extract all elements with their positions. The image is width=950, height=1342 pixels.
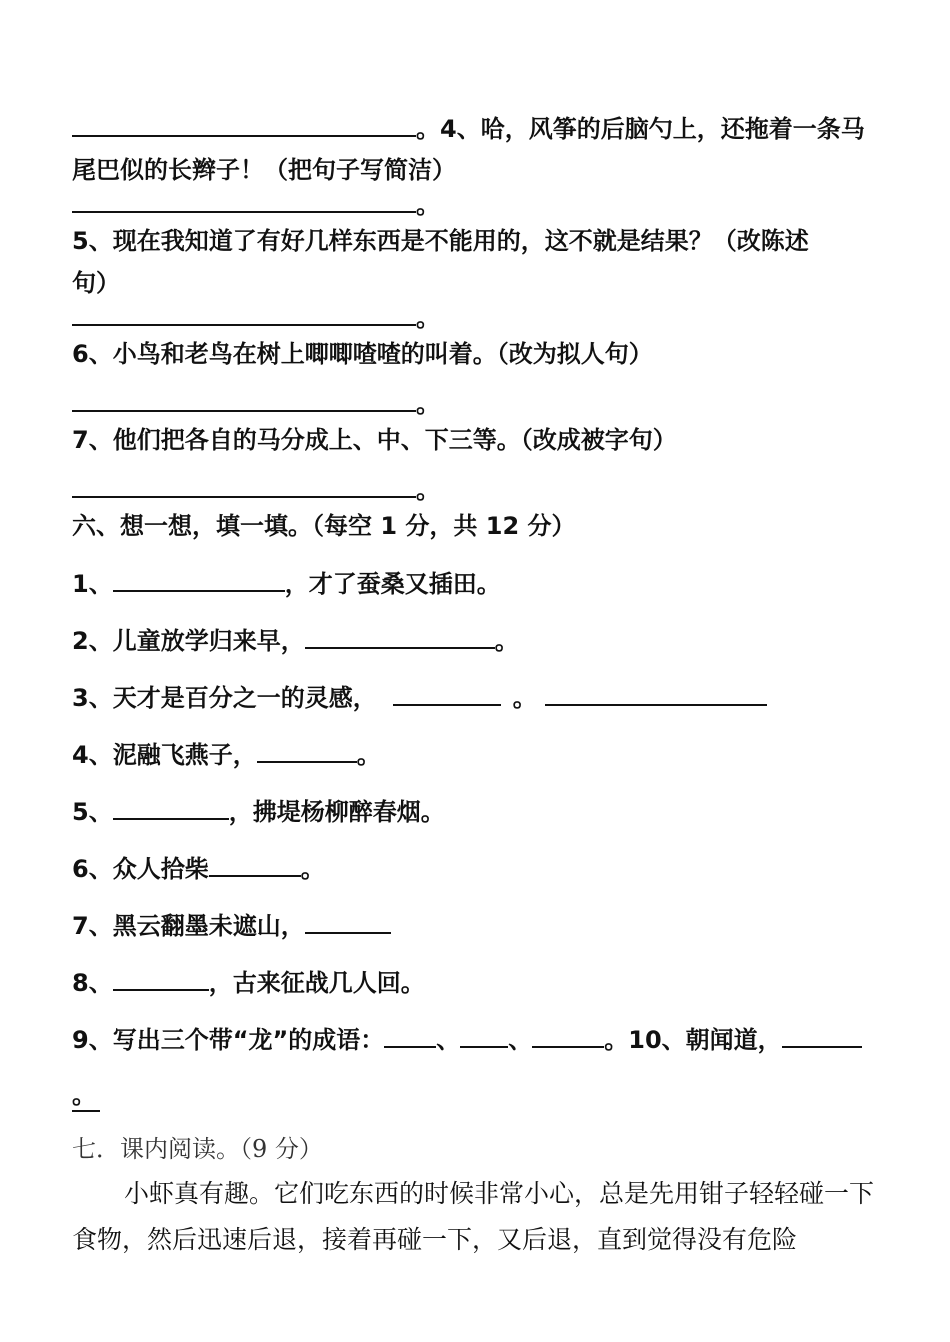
answer-blank[interactable] xyxy=(72,189,416,213)
answer-blank[interactable] xyxy=(545,682,767,706)
reading-passage: 小虾真有趣。它们吃东西的时候非常小心，总是先用钳子轻轻碰一下食物，然后迅速后退，接着再碰一下，又后退，直到觉得没有危险 xyxy=(72,1179,875,1254)
q4-answer-line: 。 xyxy=(72,189,440,220)
fill-item-1: 1、 ，才了蚕桑又插田。 xyxy=(72,570,501,598)
fill-item-6: 6、众人拾柴 。 xyxy=(72,855,325,883)
answer-blank[interactable] xyxy=(72,113,416,137)
q5-continuation: 句） xyxy=(72,269,120,297)
answer-blank[interactable] xyxy=(72,474,416,498)
fill-item-2: 2、儿童放学归来早， 。 xyxy=(72,627,519,655)
q6-answer-line: 。 xyxy=(72,388,440,419)
answer-blank[interactable] xyxy=(305,625,495,649)
fill-item-9: 9、写出三个带“龙”的成语： 、 、 。10、朝闻道， xyxy=(72,1024,862,1055)
answer-blank[interactable] xyxy=(384,1024,436,1048)
answer-blank[interactable] xyxy=(460,1024,508,1048)
answer-blank[interactable] xyxy=(305,910,391,934)
answer-blank[interactable] xyxy=(113,796,229,820)
answer-blank[interactable] xyxy=(782,1024,862,1048)
q5-answer-line: 。 xyxy=(72,302,440,333)
fill-item-10-continuation: 。 xyxy=(72,1080,100,1112)
answer-blank[interactable] xyxy=(72,302,416,326)
question-4-text: 4、哈，风筝的后脑勺上，还拖着一条马 xyxy=(440,115,865,143)
fill-item-3: 3、天才是百分之一的灵感， 。 xyxy=(72,682,767,713)
answer-blank[interactable] xyxy=(257,739,357,763)
answer-blank[interactable] xyxy=(113,967,209,991)
answer-blank[interactable] xyxy=(113,568,285,592)
question-6-text: 6、小鸟和老鸟在树上唧唧喳喳的叫着。（改为拟人句） xyxy=(72,340,653,368)
q4-line: 。4、哈，风筝的后脑勺上，还拖着一条马 xyxy=(72,113,865,144)
answer-blank[interactable] xyxy=(209,853,301,877)
section-6-title: 六、想一想，填一填。（每空 1 分，共 12 分） xyxy=(72,512,576,540)
answer-blank[interactable] xyxy=(532,1024,604,1048)
fill-item-8: 8、 ，古来征战几人回。 xyxy=(72,969,425,997)
q4-continuation: 尾巴似的长辫子！（把句子写简洁） xyxy=(72,156,456,184)
fill-item-4: 4、泥融飞燕子， 。 xyxy=(72,741,381,769)
answer-blank[interactable] xyxy=(72,388,416,412)
question-5-text: 5、现在我知道了有好几样东西是不能用的，这不就是结果？（改陈述 xyxy=(72,227,809,255)
fill-item-5: 5、 ，拂堤杨柳醉春烟。 xyxy=(72,798,445,826)
section-7-title: 七．课内阅读。（9 分） xyxy=(72,1135,323,1163)
q7-answer-line: 。 xyxy=(72,474,440,505)
question-7-text: 7、他们把各自的马分成上、中、下三等。（改成被字句） xyxy=(72,426,677,454)
answer-blank[interactable] xyxy=(393,682,501,706)
fill-item-7: 7、黑云翻墨未遮山， xyxy=(72,910,391,941)
